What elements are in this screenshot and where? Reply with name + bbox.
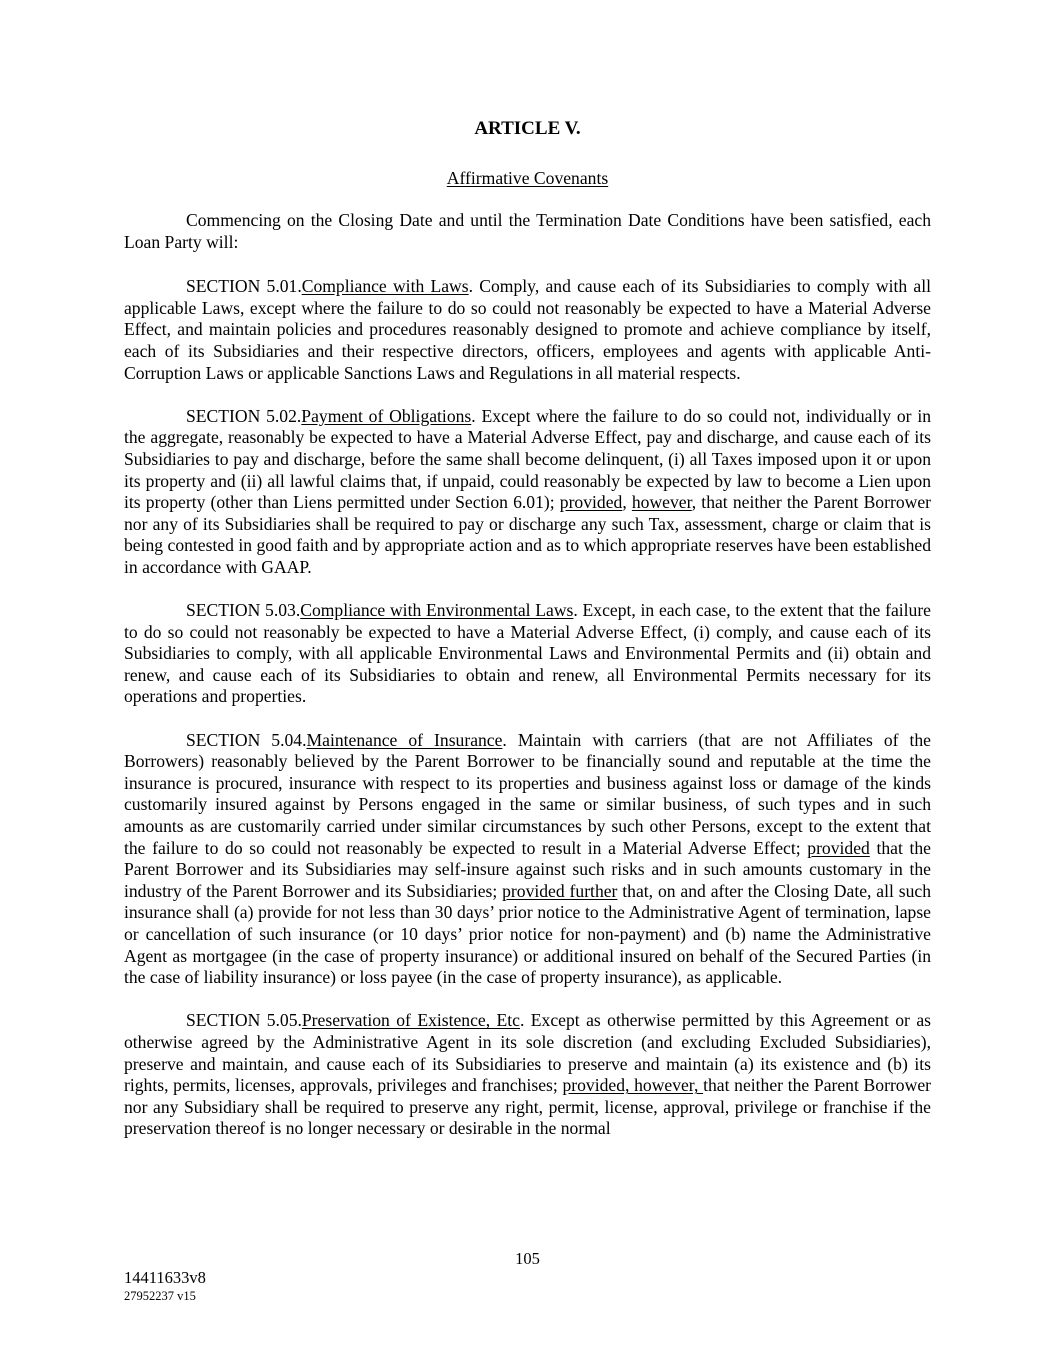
page-number: 105 bbox=[515, 1249, 540, 1268]
section-5-02 bbox=[124, 406, 931, 579]
section-body: that the Parent Borrower and its Subsidiaries may self-insure against such risks and in such amounts customary in the industry of the Parent Borrower and its Subsidiaries; bbox=[124, 837, 931, 901]
section-number: SECTION 5.03. bbox=[186, 600, 301, 621]
section-5-05 bbox=[124, 1010, 931, 1140]
proviso-term: provided further bbox=[502, 880, 618, 901]
intro-paragraph: Commencing on the Closing Date and until the Termination Date Conditions have been satisfied, each Loan Party will: bbox=[124, 210, 931, 252]
section-number: SECTION 5.05. bbox=[186, 1010, 302, 1031]
separator: , bbox=[622, 492, 632, 513]
section-body: that neither the Parent Borrower nor any Subsidiary shall be required to preserve any right, permit, license, approval, privilege or franchise if the preservation thereof is no longer necessary or desirable in the normal bbox=[124, 1075, 931, 1139]
document-version-id: 27952237 v15 bbox=[124, 1289, 196, 1303]
section-body: . Comply, and cause each of its Subsidiaries to comply with all applicable Laws, except where the failure to do so could not reasonably be expected to have a Material Adverse Effect, and maintain policies and procedures reasonably designed to promote and achieve compliance by itself, each of its Subsidiaries and their respective directors, officers, employees and agents with applicable Anti-Corruption Laws or applicable Sanctions Laws and Regulations in all material respects. bbox=[124, 276, 931, 383]
article-subtitle-text: Affirmative Covenants bbox=[446, 168, 609, 188]
section-body: . Except where the failure to do so could not, individually or in the aggregate, reasonably be expected to have a Material Adverse Effect, pay and discharge, and cause each of its Subsidiaries to pay and discharge, before the same shall become delinquent, (i) all Taxes imposed upon it or upon its property and (ii) all lawful claims that, if unpaid, could reasonably be expected by law to become a Lien upon its property (other than Liens permitted under Section 6.01); bbox=[124, 405, 931, 513]
section-body: . Except, in each case, to the extent that the failure to do so could not reasonably be expected to have a Material Adverse Effect, (i) comply, and cause each of its Subsidiaries to comply, with all applicable Environmental Laws and Environmental Permits and (ii) obtain and renew, and cause each of its Subsidiaries to obtain and renew, all Environmental Permits necessary for its operations and properties. bbox=[124, 600, 931, 707]
article-title: ARTICLE V. bbox=[474, 118, 581, 139]
section-body: . Except as otherwise permitted by this Agreement or as otherwise agreed by the Administrative Agent in its sole discretion (and excluding Excluded Subsidiaries), preserve and maintain, and cause each of its Subsidiaries to preserve and maintain (a) its existence and (b) its rights, permits, licenses, approvals, privileges and franchises; bbox=[124, 1010, 931, 1096]
document-page bbox=[124, 118, 931, 1140]
section-number: SECTION 5.02. bbox=[186, 405, 302, 426]
section-heading: Payment of Obligations bbox=[301, 405, 472, 426]
section-heading: Compliance with Laws bbox=[301, 276, 469, 297]
proviso-term: provided, however, bbox=[562, 1075, 704, 1096]
section-body: , that neither the Parent Borrower nor any of its Subsidiaries shall be required to pay or discharge any such Tax, assessment, charge or claim that is being contested in good faith and by appropriate action and as to which appropriate reserves have been established in accordance with GAAP. bbox=[124, 492, 931, 577]
proviso-term: however bbox=[631, 492, 692, 513]
section-heading: Maintenance of Insurance bbox=[306, 729, 503, 750]
section-body: . Maintain with carriers (that are not Affiliates of the Borrowers) reasonably believed by the Parent Borrower to be financially sound and reputable at the time the insurance is procured, insurance with respect to its properties and business against loss or damage of the kinds customarily insured against by Persons engaged in the same or similar business, of such types and in such amounts as are customarily carried under similar circumstances by such other Persons, except to the extent that the failure to do so could not reasonably be expected to result in a Material Adverse Effect; bbox=[124, 729, 931, 858]
section-5-03 bbox=[124, 600, 931, 708]
section-body: that, on and after the Closing Date, all such insurance shall (a) provide for not less than 30 days’ prior notice to the Administrative Agent of termination, lapse or cancellation of such insurance (or 10 days’ prior notice for non-payment) and (b) name the Administrative Agent as mortgagee (in the case of property insurance) or additional insured on behalf of the Secured Parties (in the case of liability insurance) or loss payee (in the case of property insurance), as applicable. bbox=[124, 880, 932, 988]
section-heading: Preservation of Existence, Etc bbox=[301, 1010, 520, 1031]
article-subtitle bbox=[124, 167, 931, 189]
section-number: SECTION 5.01. bbox=[186, 276, 302, 297]
section-heading: Compliance with Environmental Laws bbox=[300, 600, 574, 621]
section-number: SECTION 5.04. bbox=[186, 729, 307, 750]
proviso-term: provided bbox=[807, 837, 870, 858]
document-id: 14411633v8 bbox=[124, 1268, 206, 1287]
section-5-01 bbox=[124, 276, 931, 384]
proviso-term: provided bbox=[559, 492, 623, 513]
section-5-04 bbox=[124, 730, 931, 989]
